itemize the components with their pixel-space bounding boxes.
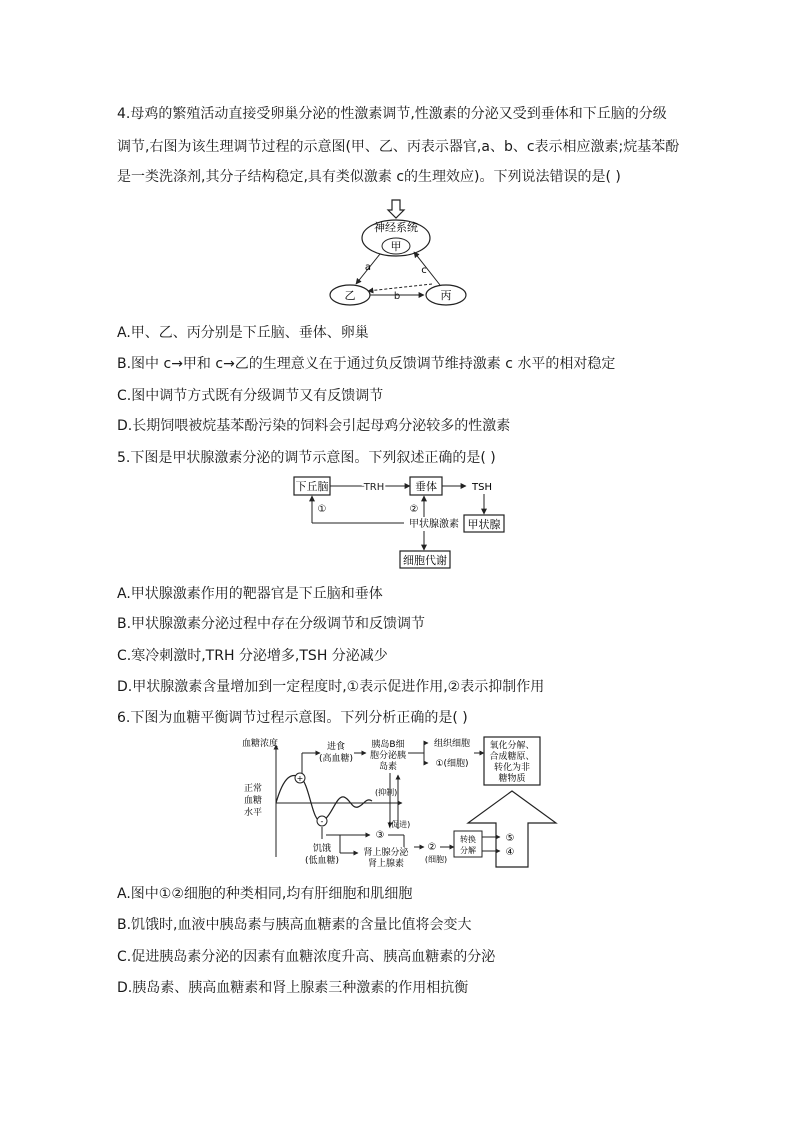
glucose-curve [276,775,372,821]
nervous-system-label: 神经系统 [374,221,418,234]
hunger-label: 饥饿 [312,844,332,854]
tissue-label: 组织细胞 [433,739,471,749]
q4-option-b: B.图中 c→甲和 c→乙的生理意义在于通过负反馈调节维持激素 c 水平的相对稳定 [117,356,616,372]
arrow-c-jia [414,252,440,285]
label-a: a [364,262,372,273]
convert-label: 转换 [460,835,476,844]
yi-label: 乙 [344,289,356,302]
beta-label-2: 胞分泌胰 [369,751,407,761]
adrenal-label-2: 肾上腺素 [367,859,405,869]
q4-stem-line1: 4.母鸡的繁殖活动直接受卵巢分泌的性激素调节,性激素的分泌又受到垂体和下丘脑的分级 [117,106,667,122]
q6-option-a: A.图中①②细胞的种类相同,均有肝细胞和肌细胞 [117,886,413,902]
q4-stem-line2: 调节,右图为该生理调节过程的示意图(甲、乙、丙表示器官,a、b、c表示相应激素;烷基苯酚 [117,139,680,155]
minus-sign: - [320,817,324,826]
thyroid-label: 甲状腺 [467,518,501,531]
cell1-label: ①(细胞) [435,759,469,769]
q4-option-a: A.甲、乙、丙分别是下丘脑、垂体、卵巢 [117,325,369,341]
normal-label-1: 正常 [244,784,263,794]
metabolism-label: 细胞代谢 [403,554,447,567]
circle-4-label: ④ [505,847,515,858]
tsh-label: TSH [472,482,492,493]
q5-option-c: C.寒冷刺激时,TRH 分泌增多,TSH 分泌减少 [117,648,388,664]
label-b: b [393,291,401,302]
q5-stem: 5.下图是甲状腺激素分泌的调节示意图。下列叙述正确的是( ) [117,450,496,466]
q4-stem-line3: 是一类洗涤剂,其分子结构稳定,具有类似激素 c的生理效应)。下列说法错误的是( ) [117,169,621,185]
q4-option-d: D.长期饲喂被烷基苯酚污染的饲料会引起母鸡分泌较多的性激素 [117,418,511,434]
hormone-label: 甲状腺激素 [409,519,459,530]
circle-2-label: ② [427,842,437,853]
low-label: (低血糖) [304,856,340,866]
q5-option-a: A.甲状腺激素作用的靶器官是下丘脑和垂体 [117,586,383,602]
circle-5-label: ⑤ [505,833,515,844]
q6-option-c: C.促进胰岛素分泌的因素有血糖浓度升高、胰高血糖素的分泌 [117,949,496,965]
label-c: c [421,265,427,276]
hypothalamus-label: 下丘脑 [295,480,329,493]
adrenal-label-1: 肾上腺分泌 [363,848,409,858]
input-arrow [388,200,404,218]
q6-diagram [240,735,560,875]
plus-sign: + [296,774,304,783]
q5-option-b: B.甲状腺激素分泌过程中存在分级调节和反馈调节 [117,616,426,632]
high-label: (高血糖) [318,754,354,764]
decompose-label: 分解 [460,846,476,855]
arrow-c-yi [368,284,432,291]
q6-option-b: B.饥饿时,血液中胰岛素与胰高血糖素的含量比值将会变大 [117,917,472,933]
inhibit-label: (抑制) [375,788,398,797]
q4-option-c: C.图中调节方式既有分级调节又有反馈调节 [117,388,384,404]
pituitary-label: 垂体 [415,480,437,493]
q4-diagram [320,196,480,308]
promote-label: (促进) [388,820,411,829]
bing-label: 丙 [440,289,452,302]
ox-line-3: 转化为非 [493,763,531,773]
circle-3-label: ③ [375,830,385,841]
q5-diagram [292,474,512,574]
beta-label-3: 岛素 [378,762,398,772]
q6-option-d: D.胰岛素、胰高血糖素和肾上腺素三种激素的作用相抗衡 [117,980,469,996]
circle-2-label: ② [409,504,419,515]
ox-line-4: 糖物质 [498,774,526,784]
ox-line-2: 合成糖原、 [489,752,535,762]
q6-stem: 6.下图为血糖平衡调节过程示意图。下列分析正确的是( ) [117,710,468,726]
cell-label: (细胞) [424,855,448,864]
eat-label: 进食 [326,742,346,752]
trh-label: TRH [363,482,385,493]
normal-label-2: 血糖 [244,796,263,806]
y-axis-label: 血糖浓度 [242,739,279,749]
beta-label-1: 胰岛B细 [371,740,405,750]
jia-label: 甲 [390,240,402,253]
ox-line-1: 氧化分解、 [489,741,535,751]
circle-1-label: ① [317,504,327,515]
q5-option-d: D.甲状腺激素含量增加到一定程度时,①表示促进作用,②表示抑制作用 [117,679,545,695]
normal-label-3: 水平 [244,808,263,818]
